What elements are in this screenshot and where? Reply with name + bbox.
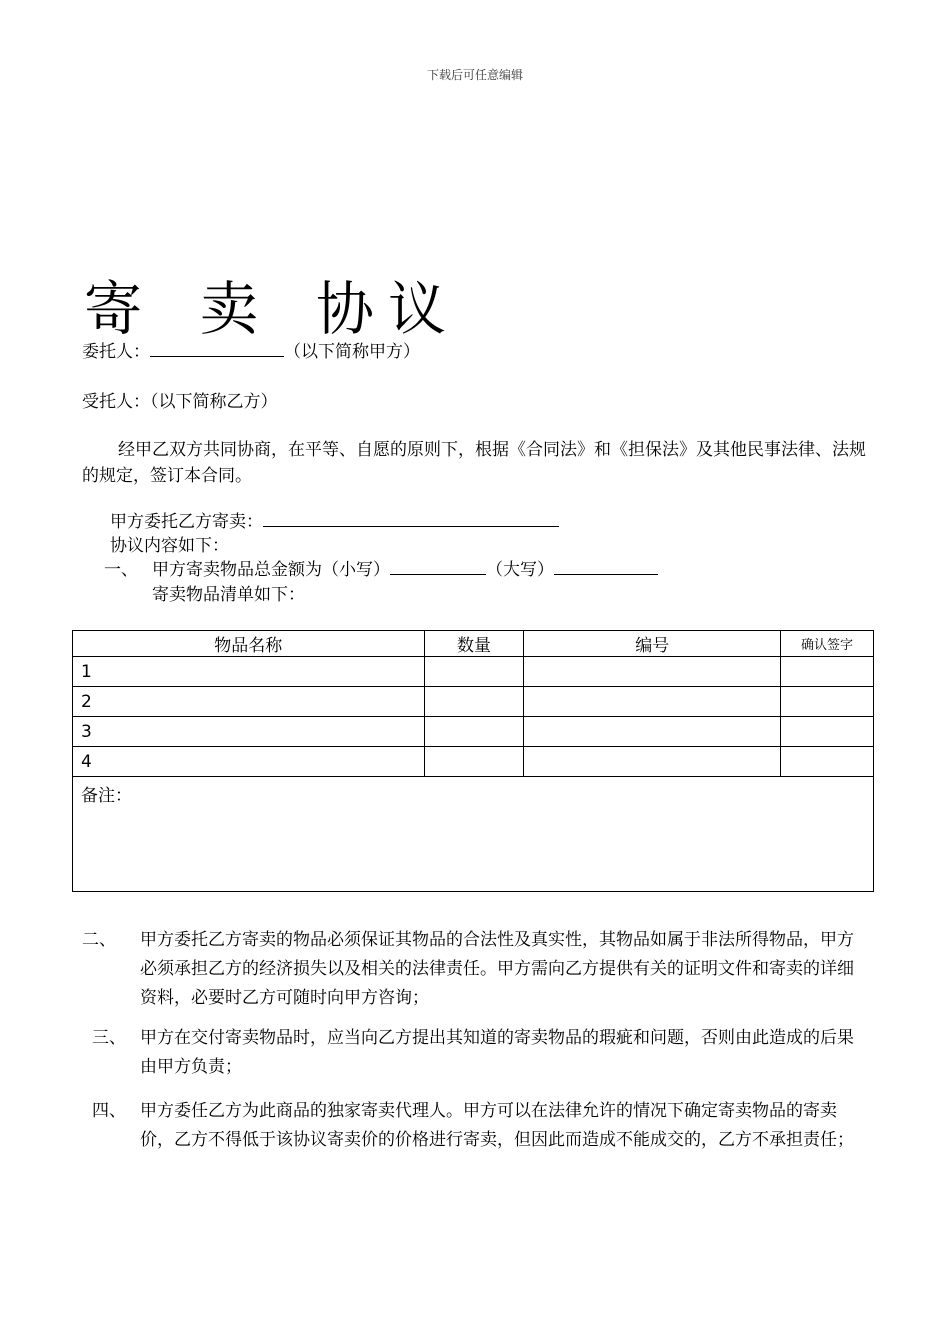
clause-text: 甲方委托乙方寄卖的物品必须保证其物品的合法性及真实性，其物品如属于非法所得物品，甲方必须承担乙方的经济损失以及相关的法律责任。甲方需向乙方提供有关的证明文件和寄卖的详细资料，必要时乙方可随时向甲方咨询； xyxy=(140,930,854,1008)
entrust-blank[interactable] xyxy=(263,510,559,527)
list-intro: 寄卖物品清单如下： xyxy=(152,585,305,605)
title-char: 寄 xyxy=(84,275,143,343)
consignor-label: 委托人： xyxy=(82,342,150,362)
cell-quantity[interactable] xyxy=(424,657,524,687)
row-number: 3 xyxy=(73,717,425,747)
entrust-label: 甲方委托乙方寄卖： xyxy=(110,512,263,532)
cell-serial[interactable] xyxy=(524,687,781,717)
header-item-name: 物品名称 xyxy=(73,631,425,657)
table-row xyxy=(73,657,874,687)
clause-3 xyxy=(82,1024,872,1084)
clause-4 xyxy=(82,1097,872,1187)
document-title xyxy=(84,262,446,346)
row-number: 4 xyxy=(73,747,425,777)
clause1-text-a: 甲方寄卖物品总金额为（小写） xyxy=(152,560,390,580)
clause-number: 四、 xyxy=(92,1101,126,1121)
clause-number: 三、 xyxy=(92,1028,126,1048)
cell-signature[interactable] xyxy=(781,747,874,777)
cell-signature[interactable] xyxy=(781,657,874,687)
table-row xyxy=(73,747,874,777)
header-signature: 确认签字 xyxy=(781,631,874,657)
clause-number: 二、 xyxy=(82,930,116,950)
clause-text: 甲方委任乙方为此商品的独家寄卖代理人。甲方可以在法律允许的情况下确定寄卖物品的寄卖价，乙方不得低于该协议寄卖价的价格进行寄卖，但因此而造成不能成交的，乙方不承担责任； xyxy=(140,1101,854,1150)
clause-text: 甲方在交付寄卖物品时，应当向乙方提出其知道的寄卖物品的瑕疵和问题，否则由此造成的后果由甲方负责； xyxy=(140,1028,854,1077)
consignor-blank[interactable] xyxy=(150,340,284,357)
header-note: 下载后可任意编辑 xyxy=(426,68,523,82)
consignor-line xyxy=(82,340,420,364)
remark-row xyxy=(73,777,874,892)
clause-2 xyxy=(82,926,872,1016)
header-quantity: 数量 xyxy=(424,631,524,657)
cell-signature[interactable] xyxy=(781,717,874,747)
items-table xyxy=(72,630,874,892)
clause1-line xyxy=(152,558,658,582)
remark-cell[interactable]: 备注： xyxy=(73,777,874,892)
header-serial: 编号 xyxy=(524,631,781,657)
amount-upper-blank[interactable] xyxy=(554,558,658,575)
consignee-line: 受托人：（以下简称乙方） xyxy=(82,392,278,412)
title-char: 议 xyxy=(388,275,447,343)
agreement-intro: 协议内容如下： xyxy=(110,536,229,556)
amount-lower-blank[interactable] xyxy=(390,558,486,575)
cell-quantity[interactable] xyxy=(424,717,524,747)
entrust-line xyxy=(110,510,559,534)
table-row xyxy=(73,687,874,717)
row-number: 1 xyxy=(73,657,425,687)
row-number: 2 xyxy=(73,687,425,717)
preamble: 经甲乙双方共同协商，在平等、自愿的原则下，根据《合同法》和《担保法》及其他民事法律、法规的规定，签订本合同。 xyxy=(82,440,866,486)
cell-quantity[interactable] xyxy=(424,747,524,777)
cell-signature[interactable] xyxy=(781,687,874,717)
cell-serial[interactable] xyxy=(524,717,781,747)
table-row xyxy=(73,717,874,747)
cell-serial[interactable] xyxy=(524,657,781,687)
title-char: 卖 xyxy=(200,275,259,343)
cell-quantity[interactable] xyxy=(424,687,524,717)
clause1-num: 一、 xyxy=(104,560,138,580)
title-char: 协 xyxy=(316,275,375,343)
clause1-text-b: （大写） xyxy=(486,560,554,580)
consignor-suffix: （以下简称甲方） xyxy=(284,342,420,362)
table-header-row xyxy=(73,631,874,657)
cell-serial[interactable] xyxy=(524,747,781,777)
